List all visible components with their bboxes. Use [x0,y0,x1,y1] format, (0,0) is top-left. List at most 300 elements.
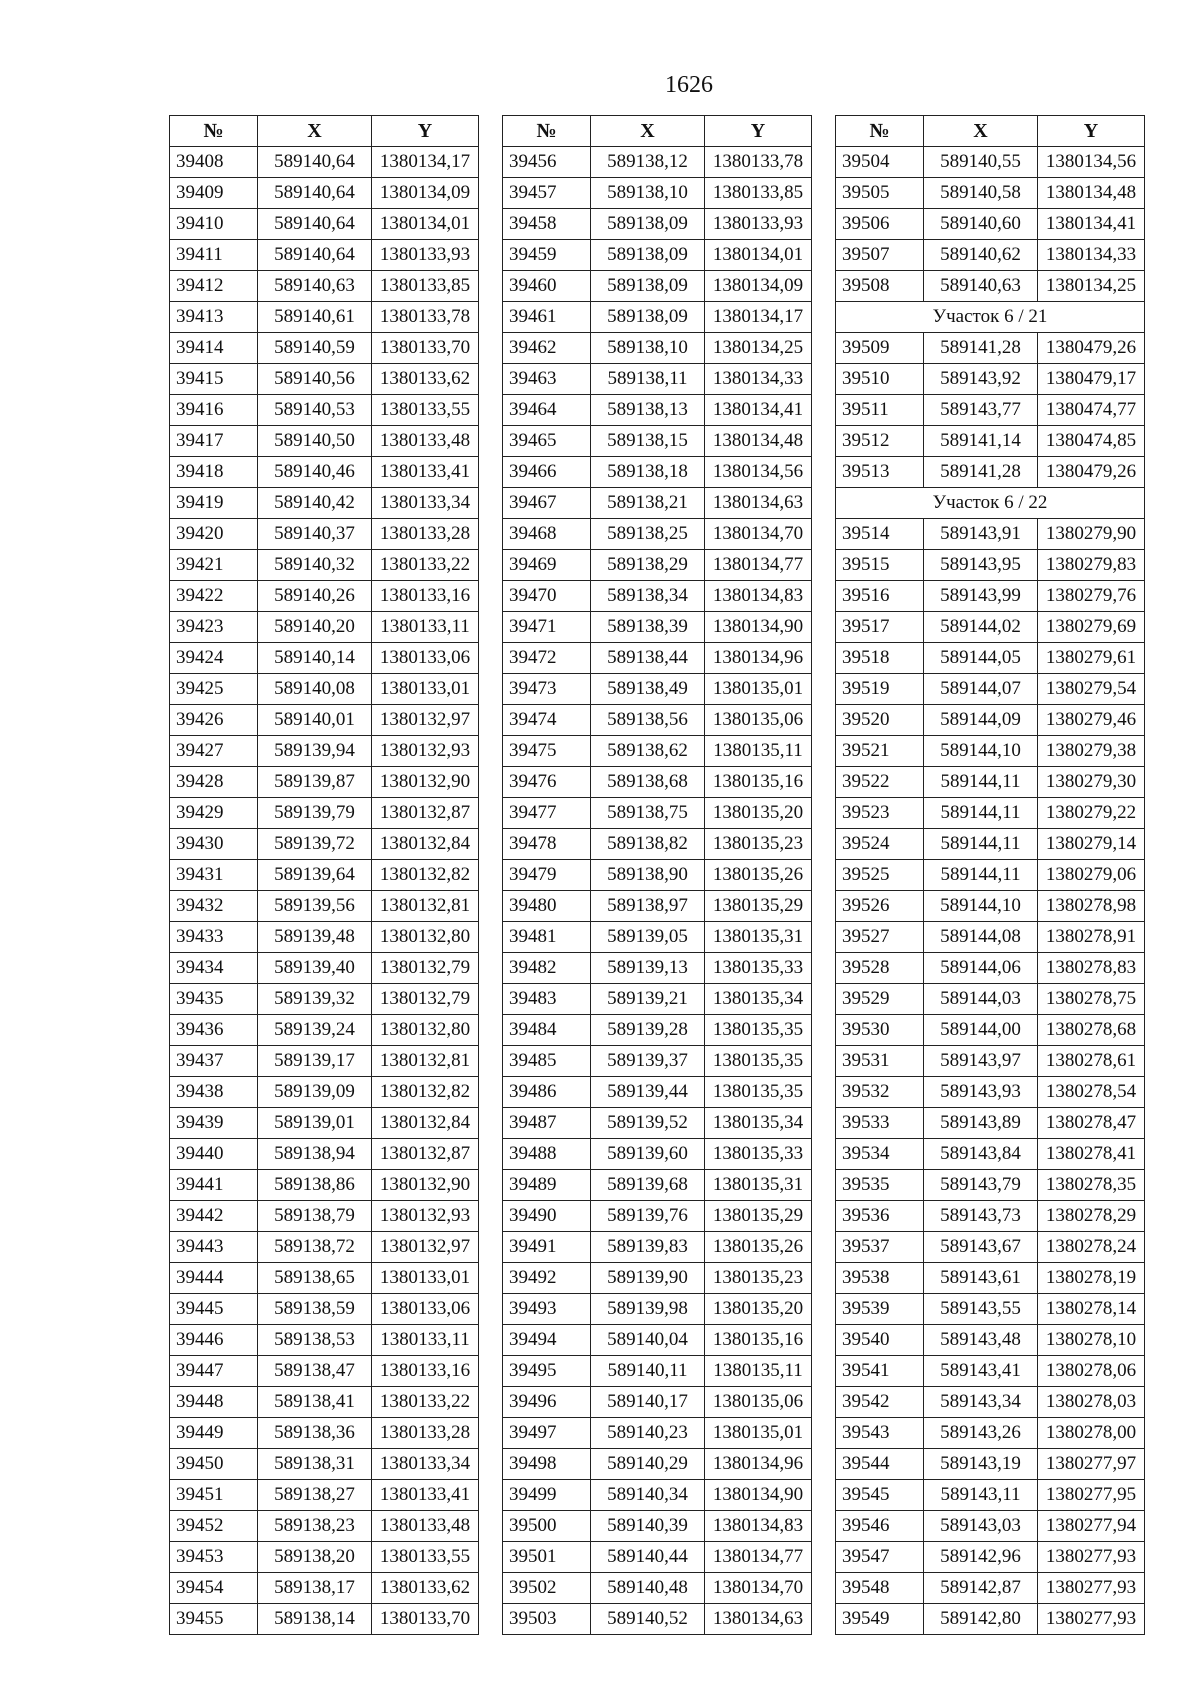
x-coordinate-cell: 589143,34 [924,1387,1038,1418]
x-coordinate-cell: 589143,67 [924,1232,1038,1263]
point-number-cell: 39437 [170,1046,258,1077]
point-number-cell: 39522 [836,767,924,798]
x-coordinate-cell: 589138,53 [258,1325,372,1356]
x-coordinate-cell: 589144,02 [924,612,1038,643]
x-coordinate-cell: 589142,96 [924,1542,1038,1573]
x-coordinate-cell: 589143,03 [924,1511,1038,1542]
table-row [503,829,812,860]
table-row [836,1294,1145,1325]
point-number-cell: 39520 [836,705,924,736]
y-coordinate-cell: 1380134,56 [705,457,812,488]
x-coordinate-cell: 589138,65 [258,1263,372,1294]
table-row [170,1170,479,1201]
coordinate-table-2 [502,115,812,1635]
table-row [836,1418,1145,1449]
table-row [503,333,812,364]
column-header-y: Y [1038,116,1145,147]
point-number-cell: 39457 [503,178,591,209]
point-number-cell: 39419 [170,488,258,519]
x-coordinate-cell: 589138,09 [591,271,705,302]
x-coordinate-cell: 589138,10 [591,333,705,364]
table-row [170,891,479,922]
y-coordinate-cell: 1380279,83 [1038,550,1145,581]
table-row [503,1356,812,1387]
y-coordinate-cell: 1380135,33 [705,953,812,984]
x-coordinate-cell: 589140,48 [591,1573,705,1604]
table-row [836,147,1145,178]
point-number-cell: 39456 [503,147,591,178]
y-coordinate-cell: 1380134,41 [1038,209,1145,240]
y-coordinate-cell: 1380133,11 [372,612,479,643]
point-number-cell: 39444 [170,1263,258,1294]
x-coordinate-cell: 589138,62 [591,736,705,767]
x-coordinate-cell: 589143,55 [924,1294,1038,1325]
x-coordinate-cell: 589143,84 [924,1139,1038,1170]
table-row [503,457,812,488]
x-coordinate-cell: 589140,29 [591,1449,705,1480]
table-row [170,395,479,426]
x-coordinate-cell: 589141,28 [924,333,1038,364]
x-coordinate-cell: 589140,04 [591,1325,705,1356]
x-coordinate-cell: 589140,44 [591,1542,705,1573]
x-coordinate-cell: 589141,14 [924,426,1038,457]
table-row [503,922,812,953]
table-row [503,767,812,798]
table-row [503,1232,812,1263]
x-coordinate-cell: 589140,39 [591,1511,705,1542]
y-coordinate-cell: 1380135,34 [705,1108,812,1139]
x-coordinate-cell: 589139,05 [591,922,705,953]
table-row [836,1232,1145,1263]
table-row [170,953,479,984]
table-row [170,147,479,178]
table-row [503,674,812,705]
point-number-cell: 39442 [170,1201,258,1232]
x-coordinate-cell: 589139,28 [591,1015,705,1046]
table-row [503,1480,812,1511]
x-coordinate-cell: 589139,09 [258,1077,372,1108]
table-row [170,1418,479,1449]
x-coordinate-cell: 589143,11 [924,1480,1038,1511]
table-row [503,178,812,209]
point-number-cell: 39539 [836,1294,924,1325]
point-number-cell: 39485 [503,1046,591,1077]
x-coordinate-cell: 589140,55 [924,147,1038,178]
y-coordinate-cell: 1380134,90 [705,1480,812,1511]
x-coordinate-cell: 589138,14 [258,1604,372,1635]
table-row [503,395,812,426]
point-number-cell: 39451 [170,1480,258,1511]
point-number-cell: 39473 [503,674,591,705]
table-row [836,364,1145,395]
column-header-number: № [170,116,258,147]
point-number-cell: 39436 [170,1015,258,1046]
x-coordinate-cell: 589139,52 [591,1108,705,1139]
x-coordinate-cell: 589144,11 [924,829,1038,860]
table-row [503,1108,812,1139]
table-row [503,488,812,519]
table-row [503,519,812,550]
table-row [836,178,1145,209]
y-coordinate-cell: 1380278,00 [1038,1418,1145,1449]
x-coordinate-cell: 589138,29 [591,550,705,581]
x-coordinate-cell: 589140,64 [258,178,372,209]
point-number-cell: 39416 [170,395,258,426]
table-row [503,1170,812,1201]
y-coordinate-cell: 1380278,98 [1038,891,1145,922]
y-coordinate-cell: 1380133,93 [705,209,812,240]
table-row [503,364,812,395]
table-row [170,1263,479,1294]
table-row [503,426,812,457]
column-header-number: № [503,116,591,147]
y-coordinate-cell: 1380132,82 [372,860,479,891]
table-row [836,1325,1145,1356]
y-coordinate-cell: 1380278,41 [1038,1139,1145,1170]
point-number-cell: 39434 [170,953,258,984]
table-row [836,612,1145,643]
x-coordinate-cell: 589140,62 [924,240,1038,271]
y-coordinate-cell: 1380134,63 [705,1604,812,1635]
x-coordinate-cell: 589143,73 [924,1201,1038,1232]
y-coordinate-cell: 1380278,06 [1038,1356,1145,1387]
y-coordinate-cell: 1380132,97 [372,705,479,736]
x-coordinate-cell: 589138,79 [258,1201,372,1232]
x-coordinate-cell: 589138,90 [591,860,705,891]
y-coordinate-cell: 1380278,24 [1038,1232,1145,1263]
point-number-cell: 39514 [836,519,924,550]
y-coordinate-cell: 1380474,77 [1038,395,1145,426]
point-number-cell: 39532 [836,1077,924,1108]
y-coordinate-cell: 1380135,06 [705,1387,812,1418]
y-coordinate-cell: 1380133,11 [372,1325,479,1356]
coordinate-table-3 [835,115,1145,1635]
x-coordinate-cell: 589144,03 [924,984,1038,1015]
table-row [836,1542,1145,1573]
table-row [170,1573,479,1604]
point-number-cell: 39525 [836,860,924,891]
y-coordinate-cell: 1380134,77 [705,1542,812,1573]
y-coordinate-cell: 1380134,33 [1038,240,1145,271]
point-number-cell: 39446 [170,1325,258,1356]
point-number-cell: 39420 [170,519,258,550]
point-number-cell: 39530 [836,1015,924,1046]
table-row [170,798,479,829]
x-coordinate-cell: 589143,79 [924,1170,1038,1201]
y-coordinate-cell: 1380134,48 [1038,178,1145,209]
table-row [836,767,1145,798]
table-row [836,736,1145,767]
point-number-cell: 39439 [170,1108,258,1139]
x-coordinate-cell: 589140,23 [591,1418,705,1449]
point-number-cell: 39463 [503,364,591,395]
x-coordinate-cell: 589140,50 [258,426,372,457]
y-coordinate-cell: 1380134,70 [705,1573,812,1604]
y-coordinate-cell: 1380278,68 [1038,1015,1145,1046]
y-coordinate-cell: 1380279,54 [1038,674,1145,705]
x-coordinate-cell: 589140,63 [258,271,372,302]
point-number-cell: 39506 [836,209,924,240]
x-coordinate-cell: 589138,34 [591,581,705,612]
y-coordinate-cell: 1380278,75 [1038,984,1145,1015]
table-row [836,1480,1145,1511]
x-coordinate-cell: 589138,31 [258,1449,372,1480]
table-row [503,860,812,891]
x-coordinate-cell: 589138,94 [258,1139,372,1170]
x-coordinate-cell: 589138,86 [258,1170,372,1201]
table-row [170,922,479,953]
table-row [503,1418,812,1449]
table-row [170,302,479,333]
point-number-cell: 39471 [503,612,591,643]
table-row [836,457,1145,488]
y-coordinate-cell: 1380132,81 [372,891,479,922]
table-row [503,736,812,767]
x-coordinate-cell: 589138,17 [258,1573,372,1604]
x-coordinate-cell: 589140,64 [258,147,372,178]
y-coordinate-cell: 1380133,22 [372,550,479,581]
y-coordinate-cell: 1380279,61 [1038,643,1145,674]
y-coordinate-cell: 1380135,16 [705,1325,812,1356]
y-coordinate-cell: 1380133,85 [705,178,812,209]
y-coordinate-cell: 1380279,46 [1038,705,1145,736]
y-coordinate-cell: 1380133,41 [372,1480,479,1511]
y-coordinate-cell: 1380134,25 [1038,271,1145,302]
y-coordinate-cell: 1380133,16 [372,1356,479,1387]
y-coordinate-cell: 1380135,11 [705,1356,812,1387]
y-coordinate-cell: 1380133,93 [372,240,479,271]
x-coordinate-cell: 589144,10 [924,736,1038,767]
point-number-cell: 39504 [836,147,924,178]
point-number-cell: 39495 [503,1356,591,1387]
y-coordinate-cell: 1380135,23 [705,1263,812,1294]
point-number-cell: 39531 [836,1046,924,1077]
x-coordinate-cell: 589138,21 [591,488,705,519]
point-number-cell: 39460 [503,271,591,302]
point-number-cell: 39499 [503,1480,591,1511]
y-coordinate-cell: 1380135,31 [705,922,812,953]
column-header-x: X [591,116,705,147]
point-number-cell: 39461 [503,302,591,333]
point-number-cell: 39494 [503,1325,591,1356]
y-coordinate-cell: 1380134,17 [372,147,479,178]
x-coordinate-cell: 589139,60 [591,1139,705,1170]
table-row [836,643,1145,674]
point-number-cell: 39498 [503,1449,591,1480]
x-coordinate-cell: 589139,37 [591,1046,705,1077]
table-row [170,240,479,271]
y-coordinate-cell: 1380132,87 [372,798,479,829]
y-coordinate-cell: 1380132,87 [372,1139,479,1170]
y-coordinate-cell: 1380133,62 [372,364,479,395]
point-number-cell: 39435 [170,984,258,1015]
point-number-cell: 39431 [170,860,258,891]
point-number-cell: 39481 [503,922,591,953]
table-row [503,1015,812,1046]
x-coordinate-cell: 589140,01 [258,705,372,736]
point-number-cell: 39516 [836,581,924,612]
point-number-cell: 39526 [836,891,924,922]
x-coordinate-cell: 589138,18 [591,457,705,488]
point-number-cell: 39497 [503,1418,591,1449]
y-coordinate-cell: 1380135,29 [705,1201,812,1232]
point-number-cell: 39424 [170,643,258,674]
y-coordinate-cell: 1380132,84 [372,1108,479,1139]
point-number-cell: 39448 [170,1387,258,1418]
x-coordinate-cell: 589143,95 [924,550,1038,581]
table-row [503,1139,812,1170]
table-row [836,581,1145,612]
point-number-cell: 39423 [170,612,258,643]
y-coordinate-cell: 1380135,34 [705,984,812,1015]
x-coordinate-cell: 589138,23 [258,1511,372,1542]
point-number-cell: 39438 [170,1077,258,1108]
table-row [503,1201,812,1232]
y-coordinate-cell: 1380135,11 [705,736,812,767]
table-row [836,829,1145,860]
y-coordinate-cell: 1380134,70 [705,519,812,550]
x-coordinate-cell: 589139,64 [258,860,372,891]
table-row [836,1108,1145,1139]
point-number-cell: 39475 [503,736,591,767]
point-number-cell: 39415 [170,364,258,395]
x-coordinate-cell: 589139,72 [258,829,372,860]
point-number-cell: 39465 [503,426,591,457]
point-number-cell: 39519 [836,674,924,705]
point-number-cell: 39426 [170,705,258,736]
point-number-cell: 39483 [503,984,591,1015]
y-coordinate-cell: 1380134,01 [705,240,812,271]
table-row [170,1108,479,1139]
y-coordinate-cell: 1380135,20 [705,1294,812,1325]
point-number-cell: 39521 [836,736,924,767]
y-coordinate-cell: 1380133,16 [372,581,479,612]
point-number-cell: 39528 [836,953,924,984]
table-row [836,333,1145,364]
point-number-cell: 39452 [170,1511,258,1542]
y-coordinate-cell: 1380133,62 [372,1573,479,1604]
point-number-cell: 39470 [503,581,591,612]
point-number-cell: 39502 [503,1573,591,1604]
y-coordinate-cell: 1380277,95 [1038,1480,1145,1511]
table-row [836,1573,1145,1604]
y-coordinate-cell: 1380133,41 [372,457,479,488]
x-coordinate-cell: 589140,37 [258,519,372,550]
table-header-row [836,116,1145,147]
x-coordinate-cell: 589138,47 [258,1356,372,1387]
y-coordinate-cell: 1380135,35 [705,1015,812,1046]
table-row [170,178,479,209]
x-coordinate-cell: 589139,48 [258,922,372,953]
x-coordinate-cell: 589140,46 [258,457,372,488]
table-row [836,1263,1145,1294]
y-coordinate-cell: 1380133,70 [372,1604,479,1635]
point-number-cell: 39413 [170,302,258,333]
point-number-cell: 39432 [170,891,258,922]
table-row [170,271,479,302]
y-coordinate-cell: 1380134,83 [705,1511,812,1542]
y-coordinate-cell: 1380132,80 [372,1015,479,1046]
table-row [170,736,479,767]
x-coordinate-cell: 589138,09 [591,240,705,271]
table-row [836,891,1145,922]
y-coordinate-cell: 1380132,81 [372,1046,479,1077]
y-coordinate-cell: 1380135,16 [705,767,812,798]
table-row [503,1263,812,1294]
table-row [170,1449,479,1480]
table-row [836,395,1145,426]
y-coordinate-cell: 1380135,31 [705,1170,812,1201]
point-number-cell: 39450 [170,1449,258,1480]
y-coordinate-cell: 1380133,85 [372,271,479,302]
x-coordinate-cell: 589143,77 [924,395,1038,426]
x-coordinate-cell: 589138,12 [591,147,705,178]
y-coordinate-cell: 1380135,35 [705,1046,812,1077]
point-number-cell: 39500 [503,1511,591,1542]
table-row [170,426,479,457]
table-row [836,984,1145,1015]
x-coordinate-cell: 589143,92 [924,364,1038,395]
y-coordinate-cell: 1380135,06 [705,705,812,736]
table-header-row [170,116,479,147]
point-number-cell: 39496 [503,1387,591,1418]
y-coordinate-cell: 1380279,38 [1038,736,1145,767]
point-number-cell: 39507 [836,240,924,271]
x-coordinate-cell: 589139,24 [258,1015,372,1046]
x-coordinate-cell: 589142,87 [924,1573,1038,1604]
y-coordinate-cell: 1380133,48 [372,1511,479,1542]
y-coordinate-cell: 1380133,55 [372,1542,479,1573]
y-coordinate-cell: 1380133,78 [372,302,479,333]
point-number-cell: 39487 [503,1108,591,1139]
x-coordinate-cell: 589138,44 [591,643,705,674]
y-coordinate-cell: 1380133,06 [372,643,479,674]
point-number-cell: 39455 [170,1604,258,1635]
table-row [503,302,812,333]
y-coordinate-cell: 1380279,14 [1038,829,1145,860]
table-row [836,798,1145,829]
x-coordinate-cell: 589144,07 [924,674,1038,705]
point-number-cell: 39511 [836,395,924,426]
table-row [170,209,479,240]
y-coordinate-cell: 1380134,90 [705,612,812,643]
table-row [503,1077,812,1108]
table-row [503,1604,812,1635]
x-coordinate-cell: 589140,34 [591,1480,705,1511]
point-number-cell: 39512 [836,426,924,457]
x-coordinate-cell: 589140,14 [258,643,372,674]
table-row [503,271,812,302]
point-number-cell: 39464 [503,395,591,426]
point-number-cell: 39489 [503,1170,591,1201]
y-coordinate-cell: 1380279,06 [1038,860,1145,891]
column-header-x: X [258,116,372,147]
point-number-cell: 39490 [503,1201,591,1232]
point-number-cell: 39410 [170,209,258,240]
point-number-cell: 39467 [503,488,591,519]
point-number-cell: 39491 [503,1232,591,1263]
x-coordinate-cell: 589140,26 [258,581,372,612]
y-coordinate-cell: 1380135,23 [705,829,812,860]
x-coordinate-cell: 589143,41 [924,1356,1038,1387]
table-row [170,612,479,643]
point-number-cell: 39433 [170,922,258,953]
x-coordinate-cell: 589140,42 [258,488,372,519]
x-coordinate-cell: 589144,11 [924,798,1038,829]
point-number-cell: 39488 [503,1139,591,1170]
table-row [836,860,1145,891]
x-coordinate-cell: 589138,11 [591,364,705,395]
